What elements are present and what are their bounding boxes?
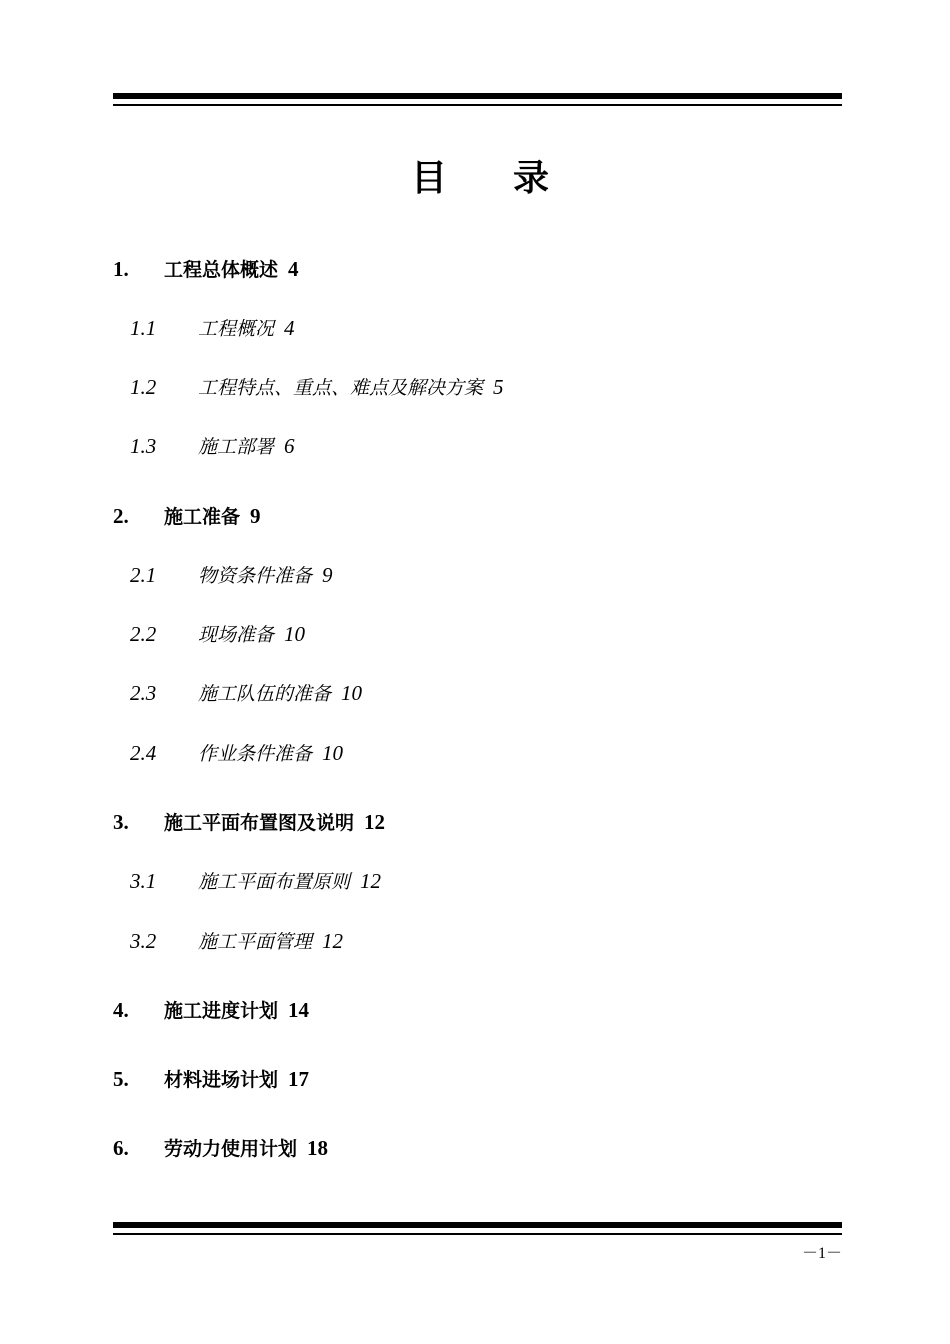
toc-page: 12 [322, 929, 344, 953]
toc-text: 施工平面布置图及说明 [164, 812, 355, 834]
toc-text: 工程概况 [198, 318, 275, 340]
toc-entry-2-1[interactable] [130, 563, 333, 588]
header-rule-thick [113, 93, 842, 99]
toc-page: 12 [364, 810, 386, 834]
toc-page: 10 [284, 622, 306, 646]
toc-entry-1-3[interactable] [130, 434, 295, 459]
toc-text: 物资条件准备 [198, 565, 313, 587]
toc-page: 4 [284, 316, 295, 340]
toc-text: 施工准备 [164, 506, 241, 528]
toc-text: 工程特点、重点、难点及解决方案 [198, 377, 484, 399]
toc-text: 施工平面管理 [198, 931, 313, 953]
toc-text: 施工部署 [198, 436, 275, 458]
toc-text: 作业条件准备 [198, 743, 313, 765]
toc-page: 5 [493, 375, 504, 399]
toc-page: 4 [288, 257, 299, 281]
toc-entry-6[interactable] [113, 1136, 328, 1161]
toc-text: 劳动力使用计划 [164, 1138, 298, 1160]
toc-entry-4[interactable] [113, 998, 309, 1023]
toc-number: 6. [113, 1136, 129, 1160]
toc-entry-5[interactable] [113, 1067, 309, 1092]
toc-text: 材料进场计划 [164, 1069, 279, 1091]
toc-number: 2.1 [130, 563, 157, 587]
toc-text: 现场准备 [198, 624, 275, 646]
toc-page: 10 [322, 741, 344, 765]
toc-number: 2.3 [130, 681, 157, 705]
toc-number: 5. [113, 1067, 129, 1091]
toc-entry-2-3[interactable] [130, 681, 362, 706]
toc-number: 2.2 [130, 622, 157, 646]
toc-entry-1[interactable] [113, 257, 299, 282]
toc-text: 施工进度计划 [164, 1000, 279, 1022]
footer-rule-thin [113, 1233, 842, 1235]
toc-page: 9 [322, 563, 333, 587]
toc-page: 6 [284, 434, 295, 458]
footer-rule-thick [113, 1222, 842, 1228]
toc-entry-1-1[interactable] [130, 316, 295, 341]
toc-page: 14 [288, 998, 310, 1022]
toc-entry-3-1[interactable] [130, 869, 381, 894]
toc-page: 10 [341, 681, 363, 705]
toc-entry-2[interactable] [113, 504, 261, 529]
toc-entry-1-2[interactable] [130, 375, 504, 400]
page-number: －1－ [801, 1245, 842, 1262]
toc-number: 1.3 [130, 434, 157, 458]
toc-text: 施工队伍的准备 [198, 683, 332, 705]
toc-page: 9 [250, 504, 261, 528]
toc-number: 3. [113, 810, 129, 834]
toc-page: 18 [307, 1136, 329, 1160]
title-char-2: 录 [513, 158, 550, 199]
toc-number: 3.1 [130, 869, 157, 893]
toc-number: 2. [113, 504, 129, 528]
toc-number: 4. [113, 998, 129, 1022]
toc-page: 12 [360, 869, 382, 893]
toc-entry-2-2[interactable] [130, 622, 305, 647]
title-char-1: 目 [410, 158, 447, 199]
toc-number: 1. [113, 257, 129, 281]
toc-entry-3-2[interactable] [130, 929, 343, 954]
header-rule-thin [113, 104, 842, 106]
toc-number: 2.4 [130, 741, 157, 765]
toc-text: 工程总体概述 [164, 259, 279, 281]
toc-page: 17 [288, 1067, 310, 1091]
toc-text: 施工平面布置原则 [198, 871, 351, 893]
toc-entry-2-4[interactable] [130, 741, 343, 766]
toc-number: 1.2 [130, 375, 157, 399]
page-title [0, 150, 950, 201]
toc-number: 3.2 [130, 929, 157, 953]
toc-entry-3[interactable] [113, 810, 385, 835]
toc-number: 1.1 [130, 316, 157, 340]
